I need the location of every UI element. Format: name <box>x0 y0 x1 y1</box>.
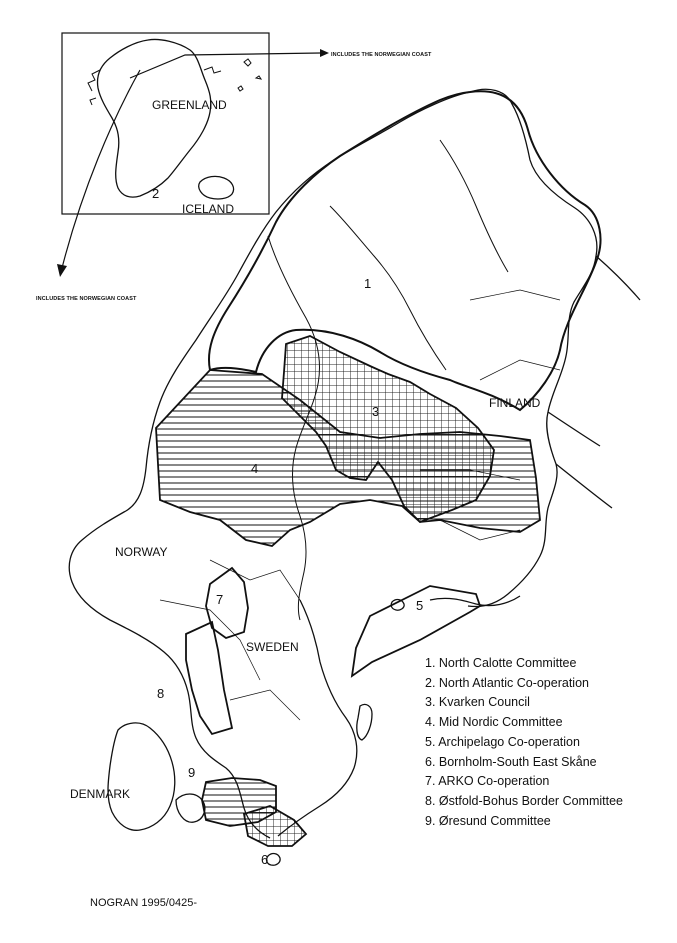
region-8-outline <box>186 622 232 734</box>
label-region-6: 6 <box>261 852 269 867</box>
legend <box>425 654 623 831</box>
arrow-left-icon <box>57 70 140 277</box>
greenland-outline <box>98 39 211 197</box>
region-1-outline <box>209 91 601 410</box>
footer-code: NOGRAN 1995/0425- <box>90 897 197 909</box>
label-norway: NORWAY <box>115 545 168 559</box>
legend-item: 9. Øresund Committee <box>425 813 551 828</box>
label-region-7: 7 <box>216 592 224 607</box>
label-greenland: GREENLAND <box>152 98 227 112</box>
arrow-top-icon <box>130 49 329 78</box>
legend-item: 6. Bornholm-South East Skåne <box>425 754 597 769</box>
label-sweden: SWEDEN <box>246 640 299 654</box>
note-left: INCLUDES THE NORWEGIAN COAST <box>36 296 137 302</box>
iceland-outline <box>199 176 234 199</box>
label-region-8: 8 <box>157 686 165 701</box>
inset-map <box>62 33 269 214</box>
label-region-2: 2 <box>152 186 160 201</box>
label-finland: FINLAND <box>489 396 541 410</box>
label-region-1: 1 <box>364 276 372 291</box>
legend-item: 7. ARKO Co-operation <box>425 774 550 789</box>
label-region-3: 3 <box>372 404 380 419</box>
region-6-area <box>244 806 306 846</box>
legend-item: 4. Mid Nordic Committee <box>425 715 563 730</box>
note-top: INCLUDES THE NORWEGIAN COAST <box>331 52 432 58</box>
label-region-5: 5 <box>416 598 424 613</box>
label-denmark: DENMARK <box>70 787 131 801</box>
legend-item: 3. Kvarken Council <box>425 695 530 710</box>
legend-item: 1. North Calotte Committee <box>425 656 577 670</box>
legend-item: 8. Østfold-Bohus Border Committee <box>425 793 623 808</box>
label-region-4: 4 <box>251 461 259 476</box>
label-region-9: 9 <box>188 765 196 780</box>
legend-item: 2. North Atlantic Co-operation <box>425 675 589 690</box>
label-iceland: ICELAND <box>182 202 235 216</box>
legend-item: 5. Archipelago Co-operation <box>425 734 580 749</box>
